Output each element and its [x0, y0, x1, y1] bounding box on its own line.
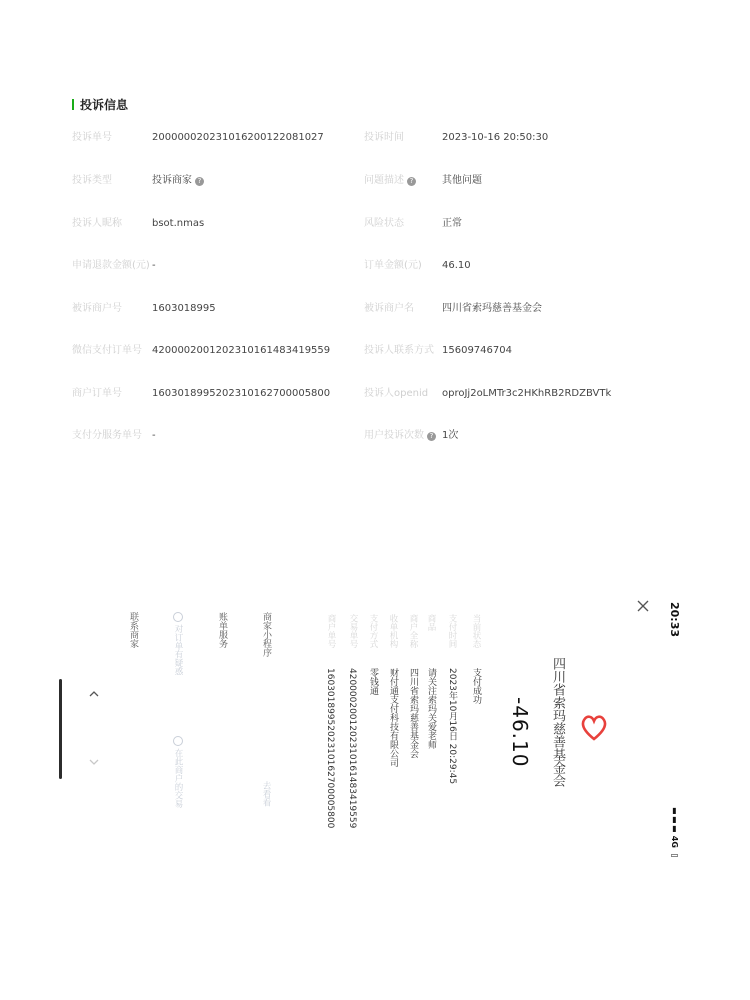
- info-row: [0, 128, 750, 148]
- service-link-order-doubt[interactable]: 对订单有疑惑: [172, 612, 184, 676]
- help-icon[interactable]: ?: [427, 432, 436, 441]
- list-circle-icon: [173, 736, 183, 746]
- payment-amount: -46.10: [508, 697, 532, 768]
- value-merchant-id: 1603018995: [152, 303, 216, 314]
- label-complaint-no: 投诉单号: [72, 132, 112, 143]
- label-openid: 投诉人openid: [364, 388, 429, 399]
- value-order-amount: 46.10: [442, 260, 471, 271]
- info-row: [0, 256, 750, 276]
- detail-value-merchant-order-no: 1603018995202310162700005800: [325, 668, 335, 829]
- label-risk-status: 风险状态: [364, 218, 404, 229]
- mini-program-link[interactable]: 去看看: [261, 781, 271, 807]
- status-bar-network: ▮▮▮ 4G ▭: [670, 806, 679, 860]
- value-wechat-order-no: 4200002001202310161483419559: [152, 345, 331, 356]
- service-link-merchant-transactions[interactable]: 在此商户的交易: [172, 736, 184, 808]
- label-nickname: 投诉人昵称: [72, 218, 122, 229]
- merchant-logo-icon: [580, 712, 608, 742]
- label-order-amount: 订单金额(元): [364, 260, 422, 271]
- question-circle-icon: [173, 612, 183, 622]
- help-icon[interactable]: ?: [195, 177, 204, 186]
- value-merchant-name: 四川省索玛慈善基金会: [442, 303, 542, 314]
- section-accent-bar: [72, 99, 74, 110]
- value-complaint-no: 200000020231016200122081027: [152, 132, 324, 143]
- label-merchant-name: 被诉商户名: [364, 303, 414, 314]
- label-complaint-count: 用户投诉次数 ?: [364, 426, 436, 446]
- detail-label: 商品: [426, 614, 436, 631]
- value-openid: oproJj2oLMTr3c2HKhRB2RDZBVTk: [442, 388, 612, 399]
- label-wechat-order-no: 微信支付订单号: [72, 345, 142, 356]
- section-title: [72, 97, 128, 113]
- battery-icon: ▭: [670, 850, 679, 860]
- help-icon[interactable]: ?: [407, 177, 416, 186]
- menu-mini-program[interactable]: 商家小程序: [261, 612, 271, 657]
- value-complaint-type: 投诉商家 ?: [152, 171, 204, 191]
- menu-bill-service: 账单服务: [217, 612, 227, 648]
- label-refund-amount: 申请退款金额(元): [72, 260, 150, 271]
- detail-label: 收单机构: [388, 614, 398, 648]
- detail-label: 支付时间: [447, 614, 457, 648]
- scrollbar[interactable]: [59, 679, 62, 779]
- info-row: [0, 214, 750, 234]
- detail-value-status: 支付成功: [471, 668, 481, 704]
- status-bar-time: 20:33: [668, 602, 681, 638]
- value-risk-status: 正常: [442, 218, 462, 229]
- info-row: [0, 426, 750, 446]
- value-payscore-no: -: [152, 430, 156, 441]
- label-payscore-no: 支付分服务单号: [72, 430, 142, 441]
- detail-value-method: 零钱通: [368, 668, 378, 695]
- detail-value-merchant: 四川省索玛慈善基金会: [408, 668, 418, 758]
- detail-label: 当前状态: [471, 614, 481, 648]
- value-merchant-order-no: 16030189952023101627000058​00: [152, 388, 331, 399]
- detail-value-goods: 请关注索玛关爱老师: [426, 668, 436, 749]
- chevron-down-icon[interactable]: [88, 756, 100, 768]
- value-complaint-count: 1次: [442, 430, 459, 441]
- close-icon[interactable]: [636, 599, 650, 613]
- value-nickname: bsot.nmas: [152, 218, 205, 229]
- detail-label: 交易单号: [348, 614, 358, 648]
- detail-value-acquirer: 财付通支付科技有限公司: [388, 668, 398, 767]
- value-complaint-time: 2023-10-16 20:50:30: [442, 132, 549, 143]
- detail-label: 商户单号: [326, 614, 336, 648]
- value-problem-desc: 其他问题: [442, 175, 482, 186]
- detail-label: 支付方式: [368, 614, 378, 648]
- value-contact: 15609746704: [442, 345, 512, 356]
- section-title-text: 投诉信息: [80, 98, 129, 112]
- menu-contact-merchant[interactable]: 联系商家: [128, 612, 138, 648]
- detail-value-transaction-no: 4200002001202310161483419559: [347, 668, 357, 829]
- info-row: [0, 384, 750, 404]
- label-complaint-time: 投诉时间: [364, 132, 404, 143]
- detail-value-time: 2023年10月16日 20:29:45: [447, 668, 457, 785]
- merchant-title: 四川省索玛慈善基金会: [550, 657, 565, 787]
- detail-label: 商户全称: [408, 614, 418, 648]
- label-problem-desc: 问题描述 ?: [364, 171, 416, 191]
- label-merchant-id: 被诉商户号: [72, 303, 122, 314]
- info-row: [0, 341, 750, 361]
- info-row: [0, 171, 750, 191]
- value-refund-amount: -: [152, 260, 156, 271]
- signal-icon: ▮▮▮: [670, 806, 679, 833]
- label-merchant-order-no: 商户订单号: [72, 388, 122, 399]
- chevron-up-icon[interactable]: [88, 688, 100, 700]
- info-row: [0, 299, 750, 319]
- label-contact: 投诉人联系方式: [364, 345, 434, 356]
- label-complaint-type: 投诉类型: [72, 175, 112, 186]
